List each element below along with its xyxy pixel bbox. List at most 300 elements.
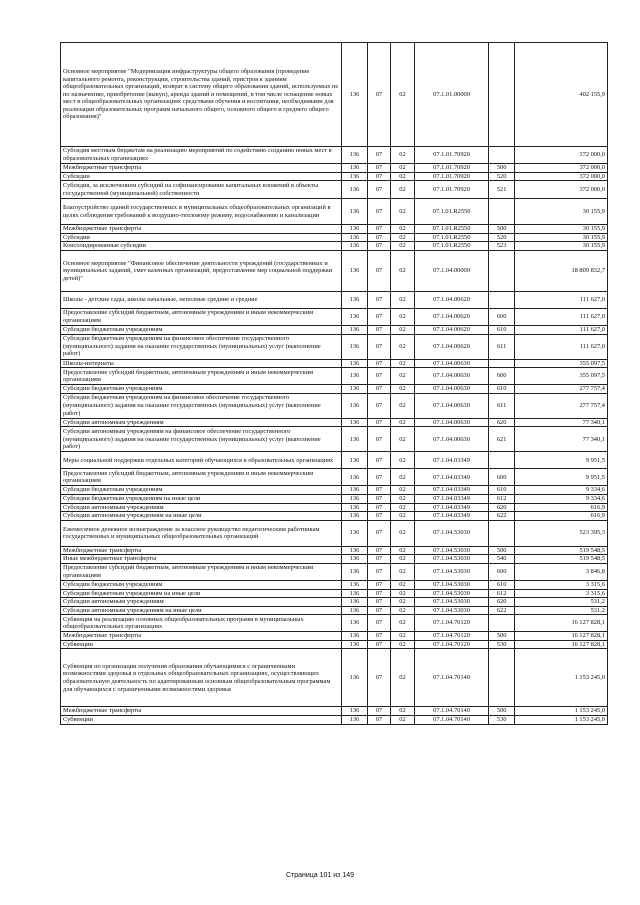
row-admin-code: 136 [342, 393, 368, 418]
row-name: Благоустройство зданий государственных и муниципальных общеобразовательных организаций в целях соблюдения требований к воздушно-тепловому режиму, водоснабжению и канализации [61, 199, 342, 225]
row-name: Субсидии автономным учреждениям на иные цели [61, 606, 342, 615]
table-row [61, 43, 608, 147]
row-amount: 1 153 245,0 [514, 649, 607, 707]
row-section: 07 [367, 427, 391, 452]
row-name: Субсидии бюджетным учреждениям [61, 325, 342, 334]
row-target-code: 07.1.01.R2550 [414, 233, 489, 242]
row-name: Основное мероприятие "Модернизация инфраструктуры общего образования (проведение капитального ремонта, реконструкции, строительства зданий, пристроя к зданиям общеобразовательных организаций, возврат в систему общего образования зданий, используемых не по назначению, приобретение (выкуп), аренда зданий и помещений, в том числе оснащение новых мест в общеобразовательных организациях средствами обучения и воспитания, необходимыми для реализации образовательных программ начального общего, основного общего и среднего общего образования)" [61, 43, 342, 147]
table-row [61, 632, 608, 641]
row-admin-code: 136 [342, 716, 368, 725]
table-row [61, 325, 608, 334]
row-subsection: 02 [391, 43, 415, 147]
row-subsection: 02 [391, 512, 415, 521]
row-target-code: 07.1.04.53030 [414, 555, 489, 564]
row-target-code: 07.1.01.R2550 [414, 242, 489, 251]
row-admin-code: 136 [342, 615, 368, 632]
row-section: 07 [367, 615, 391, 632]
row-section: 07 [367, 181, 391, 199]
table-row [61, 291, 608, 308]
table-row [61, 615, 608, 632]
row-expense-type [489, 649, 515, 707]
table-row [61, 147, 608, 164]
row-target-code: 07.1.04.00630 [414, 418, 489, 427]
row-section: 07 [367, 334, 391, 359]
table-row [61, 385, 608, 394]
row-amount: 16 127 828,1 [514, 640, 607, 649]
row-name: Субвенции [61, 716, 342, 725]
table-row [61, 503, 608, 512]
row-expense-type [489, 291, 515, 308]
row-admin-code: 136 [342, 555, 368, 564]
row-target-code: 07.1.04.70120 [414, 632, 489, 641]
row-target-code: 07.1.01.70920 [414, 164, 489, 173]
row-subsection: 02 [391, 649, 415, 707]
table-row [61, 368, 608, 385]
row-amount: 111 627,0 [514, 334, 607, 359]
table-row [61, 250, 608, 291]
row-section: 07 [367, 563, 391, 580]
row-section: 07 [367, 494, 391, 503]
row-section: 07 [367, 707, 391, 716]
row-name: Иные межбюджетные трансферты [61, 555, 342, 564]
row-admin-code: 136 [342, 589, 368, 598]
row-admin-code: 136 [342, 250, 368, 291]
row-admin-code: 136 [342, 632, 368, 641]
row-target-code: 07.1.01.70920 [414, 147, 489, 164]
row-expense-type: 611 [489, 393, 515, 418]
row-section: 07 [367, 368, 391, 385]
row-amount: 355 097,5 [514, 359, 607, 368]
row-subsection: 02 [391, 250, 415, 291]
row-section: 07 [367, 291, 391, 308]
row-admin-code: 136 [342, 546, 368, 555]
table-row [61, 520, 608, 546]
row-expense-type: 620 [489, 503, 515, 512]
row-section: 07 [367, 418, 391, 427]
row-target-code: 07.1.01.R2550 [414, 225, 489, 234]
row-target-code: 07.1.01.00000 [414, 43, 489, 147]
row-expense-type: 611 [489, 334, 515, 359]
row-section: 07 [367, 512, 391, 521]
row-admin-code: 136 [342, 147, 368, 164]
row-admin-code: 136 [342, 181, 368, 199]
row-target-code: 07.1.04.03349 [414, 512, 489, 521]
row-admin-code: 136 [342, 503, 368, 512]
row-target-code: 07.1.01.R2550 [414, 199, 489, 225]
table-row [61, 225, 608, 234]
row-admin-code: 136 [342, 598, 368, 607]
row-target-code: 07.1.04.70140 [414, 707, 489, 716]
row-section: 07 [367, 250, 391, 291]
row-amount: 30 155,9 [514, 233, 607, 242]
row-name: Субсидии автономным учреждениям [61, 598, 342, 607]
table-row [61, 486, 608, 495]
row-subsection: 02 [391, 147, 415, 164]
row-name: Межбюджетные трансферты [61, 632, 342, 641]
table-row [61, 164, 608, 173]
row-section: 07 [367, 649, 391, 707]
row-target-code: 07.1.04.00620 [414, 291, 489, 308]
row-admin-code: 136 [342, 640, 368, 649]
row-admin-code: 136 [342, 172, 368, 181]
row-amount: 277 757,4 [514, 385, 607, 394]
row-expense-type: 500 [489, 546, 515, 555]
row-amount: 616,9 [514, 512, 607, 521]
row-name: Субсидии автономным учреждениям на финансовое обеспечение государственного (муниципального) задания на оказание государственных (муниципальных) услуг (выполнение работ) [61, 427, 342, 452]
row-admin-code: 136 [342, 580, 368, 589]
row-amount: 9 951,5 [514, 469, 607, 486]
table-row [61, 606, 608, 615]
row-expense-type: 620 [489, 418, 515, 427]
row-section: 07 [367, 164, 391, 173]
row-target-code: 07.1.04.03349 [414, 503, 489, 512]
row-expense-type: 500 [489, 707, 515, 716]
row-expense-type: 612 [489, 589, 515, 598]
row-amount: 77 340,1 [514, 418, 607, 427]
row-amount: 372 000,0 [514, 172, 607, 181]
row-amount: 277 757,4 [514, 393, 607, 418]
row-admin-code: 136 [342, 334, 368, 359]
row-section: 07 [367, 469, 391, 486]
row-admin-code: 136 [342, 43, 368, 147]
row-subsection: 02 [391, 199, 415, 225]
row-subsection: 02 [391, 368, 415, 385]
row-name: Субсидии бюджетным учреждениям [61, 580, 342, 589]
row-subsection: 02 [391, 225, 415, 234]
row-amount: 531,2 [514, 598, 607, 607]
row-expense-type: 600 [489, 563, 515, 580]
row-expense-type: 610 [489, 385, 515, 394]
row-name: Школы - детские сады, школы начальные, неполные средние и средние [61, 291, 342, 308]
row-expense-type: 612 [489, 494, 515, 503]
row-amount: 16 127 828,1 [514, 632, 607, 641]
row-section: 07 [367, 147, 391, 164]
row-name: Консолидированные субсидии [61, 242, 342, 251]
row-amount: 9 951,5 [514, 452, 607, 469]
row-amount: 3 315,6 [514, 589, 607, 598]
row-expense-type: 521 [489, 181, 515, 199]
row-admin-code: 136 [342, 385, 368, 394]
row-section: 07 [367, 640, 391, 649]
row-subsection: 02 [391, 555, 415, 564]
row-target-code: 07.1.04.53030 [414, 598, 489, 607]
row-admin-code: 136 [342, 512, 368, 521]
row-target-code: 07.1.04.53030 [414, 580, 489, 589]
row-expense-type: 530 [489, 640, 515, 649]
row-target-code: 07.1.01.70920 [414, 172, 489, 181]
row-admin-code: 136 [342, 486, 368, 495]
row-amount: 519 548,5 [514, 555, 607, 564]
row-target-code: 07.1.04.03349 [414, 452, 489, 469]
row-name: Межбюджетные трансферты [61, 225, 342, 234]
row-target-code: 07.1.04.53030 [414, 606, 489, 615]
row-target-code: 07.1.04.00000 [414, 250, 489, 291]
row-name: Основное мероприятие "Финансовое обеспечение деятельности учреждений (государственных и муниципальных заданий, смет казенных организаций, предоставление мер социальной поддержки детей)" [61, 250, 342, 291]
row-subsection: 02 [391, 716, 415, 725]
row-expense-type: 520 [489, 233, 515, 242]
row-amount: 616,9 [514, 503, 607, 512]
row-section: 07 [367, 716, 391, 725]
table-row [61, 546, 608, 555]
row-target-code: 07.1.04.70140 [414, 649, 489, 707]
row-admin-code: 136 [342, 427, 368, 452]
table-row [61, 649, 608, 707]
row-name: Межбюджетные трансферты [61, 164, 342, 173]
row-admin-code: 136 [342, 520, 368, 546]
row-target-code: 07.1.04.00630 [414, 359, 489, 368]
row-subsection: 02 [391, 606, 415, 615]
row-subsection: 02 [391, 615, 415, 632]
table-row [61, 359, 608, 368]
row-subsection: 02 [391, 181, 415, 199]
row-amount: 30 155,9 [514, 242, 607, 251]
row-section: 07 [367, 325, 391, 334]
row-name: Субсидии бюджетным учреждениям на иные цели [61, 589, 342, 598]
table-row [61, 172, 608, 181]
row-subsection: 02 [391, 494, 415, 503]
row-admin-code: 136 [342, 494, 368, 503]
row-name: Субсидии [61, 172, 342, 181]
table-row [61, 563, 608, 580]
row-name: Субсидии бюджетным учреждениям [61, 486, 342, 495]
row-expense-type [489, 43, 515, 147]
row-subsection: 02 [391, 563, 415, 580]
row-amount: 111 627,0 [514, 308, 607, 325]
row-amount: 372 000,0 [514, 181, 607, 199]
row-admin-code: 136 [342, 368, 368, 385]
row-subsection: 02 [391, 598, 415, 607]
row-name: Межбюджетные трансферты [61, 546, 342, 555]
table-row [61, 427, 608, 452]
table-row [61, 589, 608, 598]
row-name: Субсидия местным бюджетам на реализацию мероприятий по содействию созданию новых мест в образовательных организациях [61, 147, 342, 164]
row-amount: 18 809 832,7 [514, 250, 607, 291]
row-subsection: 02 [391, 452, 415, 469]
row-admin-code: 136 [342, 242, 368, 251]
row-name: Субсидии бюджетным учреждениям на финансовое обеспечение государственного (муниципального) задания на оказание государственных (муниципальных) услуг (выполнение работ) [61, 334, 342, 359]
row-subsection: 02 [391, 242, 415, 251]
row-subsection: 02 [391, 520, 415, 546]
row-section: 07 [367, 555, 391, 564]
row-target-code: 07.1.04.70120 [414, 640, 489, 649]
row-subsection: 02 [391, 393, 415, 418]
row-subsection: 02 [391, 503, 415, 512]
row-amount: 30 155,9 [514, 225, 607, 234]
row-name: Субсидии бюджетным учреждениям на иные цели [61, 494, 342, 503]
row-name: Субсидии бюджетным учреждениям на финансовое обеспечение государственного (муниципального) задания на оказание государственных (муниципальных) услуг (выполнение работ) [61, 393, 342, 418]
row-expense-type [489, 250, 515, 291]
row-section: 07 [367, 43, 391, 147]
row-section: 07 [367, 199, 391, 225]
row-amount: 30 155,9 [514, 199, 607, 225]
row-expense-type: 610 [489, 325, 515, 334]
row-amount: 355 097,5 [514, 368, 607, 385]
row-subsection: 02 [391, 325, 415, 334]
row-section: 07 [367, 242, 391, 251]
row-name: Субвенция по организации получения образования обучающимися с ограниченными возможностями здоровья в отдельных общеобразовательных организациях, осуществляющих образовательную деятельность по адаптированным основным общеобразовательным программам для обучающихся с ограниченными возможностями здоровья [61, 649, 342, 707]
row-name: Субсидии автономным учреждениям [61, 418, 342, 427]
row-subsection: 02 [391, 707, 415, 716]
row-admin-code: 136 [342, 452, 368, 469]
row-target-code: 07.1.04.00620 [414, 334, 489, 359]
row-name: Субсидии [61, 233, 342, 242]
table-row [61, 707, 608, 716]
row-section: 07 [367, 385, 391, 394]
row-expense-type: 600 [489, 368, 515, 385]
row-admin-code: 136 [342, 563, 368, 580]
row-expense-type [489, 359, 515, 368]
row-target-code: 07.1.04.53030 [414, 589, 489, 598]
table-row [61, 640, 608, 649]
row-target-code: 07.1.04.03349 [414, 469, 489, 486]
table-row [61, 199, 608, 225]
row-target-code: 07.1.04.53030 [414, 563, 489, 580]
row-expense-type: 500 [489, 225, 515, 234]
table-row [61, 494, 608, 503]
row-target-code: 07.1.04.00630 [414, 393, 489, 418]
row-subsection: 02 [391, 589, 415, 598]
row-subsection: 02 [391, 334, 415, 359]
row-section: 07 [367, 233, 391, 242]
table-row [61, 452, 608, 469]
row-subsection: 02 [391, 385, 415, 394]
budget-table-body [61, 43, 608, 725]
row-section: 07 [367, 520, 391, 546]
row-admin-code: 136 [342, 359, 368, 368]
table-row [61, 308, 608, 325]
row-section: 07 [367, 546, 391, 555]
row-name: Субсидия, за исключением субсидий на софинансирование капитальных вложений в объекты государственной (муниципальной) собственности [61, 181, 342, 199]
row-target-code: 07.1.04.53030 [414, 520, 489, 546]
row-amount: 9 334,6 [514, 486, 607, 495]
row-expense-type: 600 [489, 308, 515, 325]
row-name: Субвенции [61, 640, 342, 649]
table-row [61, 716, 608, 725]
row-expense-type: 500 [489, 164, 515, 173]
row-target-code: 07.1.04.00620 [414, 325, 489, 334]
row-target-code: 07.1.04.00630 [414, 368, 489, 385]
row-section: 07 [367, 632, 391, 641]
row-subsection: 02 [391, 632, 415, 641]
row-expense-type [489, 452, 515, 469]
row-section: 07 [367, 503, 391, 512]
row-amount: 1 153 245,0 [514, 707, 607, 716]
row-expense-type: 520 [489, 172, 515, 181]
row-admin-code: 136 [342, 233, 368, 242]
row-admin-code: 136 [342, 707, 368, 716]
row-amount: 77 340,1 [514, 427, 607, 452]
table-row [61, 181, 608, 199]
table-row [61, 233, 608, 242]
row-subsection: 02 [391, 308, 415, 325]
row-expense-type [489, 520, 515, 546]
row-amount: 3 846,8 [514, 563, 607, 580]
row-amount: 111 627,0 [514, 325, 607, 334]
row-subsection: 02 [391, 546, 415, 555]
row-subsection: 02 [391, 640, 415, 649]
row-amount: 16 127 828,1 [514, 615, 607, 632]
row-section: 07 [367, 486, 391, 495]
row-target-code: 07.1.04.03349 [414, 486, 489, 495]
row-subsection: 02 [391, 164, 415, 173]
row-amount: 372 000,0 [514, 164, 607, 173]
row-subsection: 02 [391, 291, 415, 308]
row-section: 07 [367, 580, 391, 589]
row-section: 07 [367, 452, 391, 469]
row-section: 07 [367, 308, 391, 325]
row-amount: 1 153 245,0 [514, 716, 607, 725]
row-amount: 9 334,6 [514, 494, 607, 503]
row-admin-code: 136 [342, 469, 368, 486]
row-name: Субвенция на реализацию основных общеобразовательных программ в муниципальных общеобразовательных организациях [61, 615, 342, 632]
row-subsection: 02 [391, 359, 415, 368]
budget-table [60, 42, 608, 725]
page-number: Страница 101 из 149 [285, 872, 355, 879]
table-row [61, 598, 608, 607]
row-expense-type: 621 [489, 427, 515, 452]
row-expense-type: 610 [489, 486, 515, 495]
row-name: Меры социальной поддержки отдельных категорий обучающихся в образовательных организациях [61, 452, 342, 469]
row-expense-type: 620 [489, 598, 515, 607]
table-row [61, 469, 608, 486]
row-admin-code: 136 [342, 164, 368, 173]
row-admin-code: 136 [342, 325, 368, 334]
row-amount: 111 627,0 [514, 291, 607, 308]
row-expense-type [489, 199, 515, 225]
row-amount: 402 155,9 [514, 43, 607, 147]
row-target-code: 07.1.04.00620 [414, 308, 489, 325]
row-admin-code: 136 [342, 606, 368, 615]
row-target-code: 07.1.01.70920 [414, 181, 489, 199]
row-amount: 531,2 [514, 606, 607, 615]
row-name: Субсидии бюджетным учреждениям [61, 385, 342, 394]
row-expense-type [489, 147, 515, 164]
row-expense-type: 523 [489, 242, 515, 251]
table-row [61, 418, 608, 427]
row-expense-type: 622 [489, 512, 515, 521]
row-target-code: 07.1.04.03349 [414, 494, 489, 503]
table-row [61, 555, 608, 564]
row-amount: 519 548,5 [514, 546, 607, 555]
row-expense-type: 500 [489, 632, 515, 641]
row-target-code: 07.1.04.00630 [414, 427, 489, 452]
row-amount: 523 395,3 [514, 520, 607, 546]
row-subsection: 02 [391, 233, 415, 242]
row-expense-type: 600 [489, 469, 515, 486]
row-admin-code: 136 [342, 649, 368, 707]
table-row [61, 580, 608, 589]
row-target-code: 07.1.04.70140 [414, 716, 489, 725]
row-name: Субсидии автономным учреждениям на иные цели [61, 512, 342, 521]
row-section: 07 [367, 606, 391, 615]
row-name: Предоставление субсидий бюджетным, автономным учреждениям и иным некоммерческим организациям [61, 308, 342, 325]
row-target-code: 07.1.04.70120 [414, 615, 489, 632]
row-target-code: 07.1.04.00630 [414, 385, 489, 394]
row-name: Предоставление субсидий бюджетным, автономным учреждениям и иным некоммерческим организациям [61, 368, 342, 385]
row-amount: 3 315,6 [514, 580, 607, 589]
row-section: 07 [367, 225, 391, 234]
row-name: Субсидии автономным учреждениям [61, 503, 342, 512]
table-row [61, 393, 608, 418]
row-name: Предоставление субсидий бюджетным, автономным учреждениям и иным некоммерческим организациям [61, 469, 342, 486]
row-expense-type: 540 [489, 555, 515, 564]
row-name: Ежемесячное денежное вознаграждение за классное руководство педагогическим работникам государственных и муниципальных общеобразовательных организаций [61, 520, 342, 546]
row-section: 07 [367, 172, 391, 181]
row-name: Школы-интернаты [61, 359, 342, 368]
row-name: Предоставление субсидий бюджетным, автономным учреждениям и иным некоммерческим организациям [61, 563, 342, 580]
row-subsection: 02 [391, 418, 415, 427]
row-subsection: 02 [391, 172, 415, 181]
